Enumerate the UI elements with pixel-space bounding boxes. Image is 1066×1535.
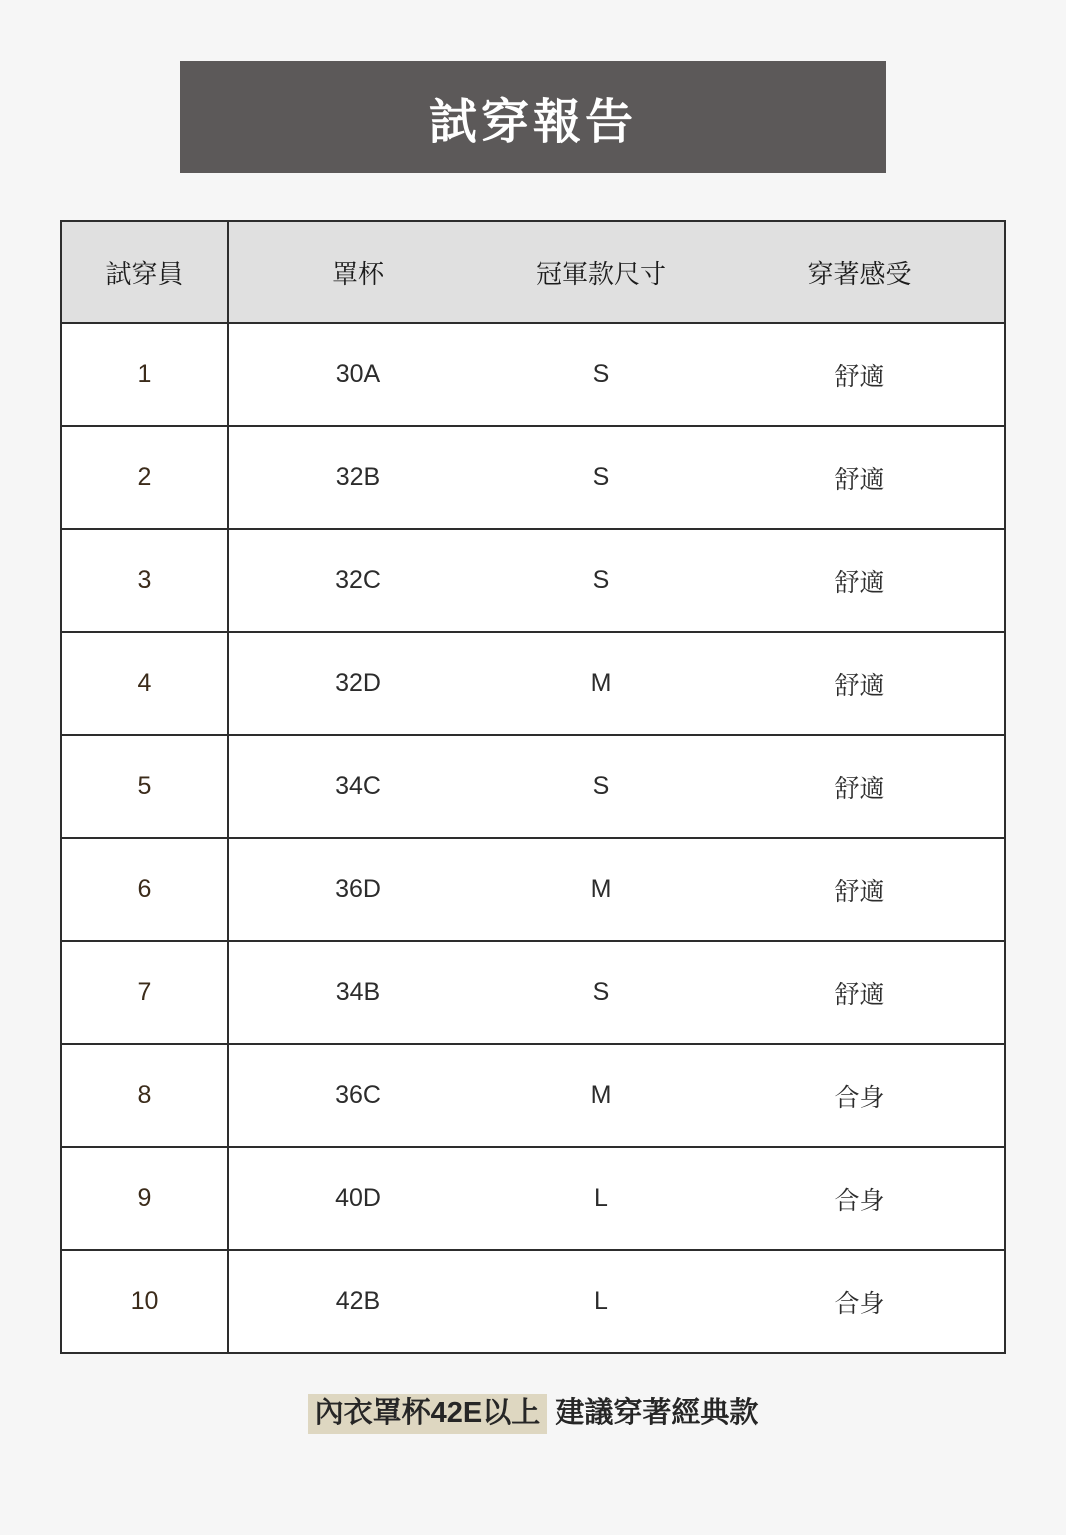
cup-size-cell: 34B: [228, 941, 487, 1044]
champion-size-cell: M: [487, 838, 715, 941]
feel-cell: 合身: [715, 1250, 1005, 1353]
feel-cell: 舒適: [715, 632, 1005, 735]
cup-size-cell: 36C: [228, 1044, 487, 1147]
table-row: [61, 941, 1005, 1044]
header-champion-size: 冠軍款尺寸: [487, 221, 715, 323]
tester-number-cell: 7: [61, 941, 228, 1044]
tryon-report-page: [0, 61, 1066, 1431]
tester-number-cell: 5: [61, 735, 228, 838]
champion-size-cell: S: [487, 426, 715, 529]
cup-size-cell: 34C: [228, 735, 487, 838]
cup-size-cell: 30A: [228, 323, 487, 426]
page-title: 試穿報告: [428, 95, 637, 149]
feel-cell: 舒適: [715, 735, 1005, 838]
tester-number-cell: 6: [61, 838, 228, 941]
tester-number-cell: 9: [61, 1147, 228, 1250]
table-row: [61, 426, 1005, 529]
table-row: [61, 1044, 1005, 1147]
tester-number-cell: 4: [61, 632, 228, 735]
champion-size-cell: M: [487, 632, 715, 735]
cup-size-cell: 32C: [228, 529, 487, 632]
table-row: [61, 529, 1005, 632]
feel-cell: 舒適: [715, 323, 1005, 426]
champion-size-cell: M: [487, 1044, 715, 1147]
feel-cell: 舒適: [715, 426, 1005, 529]
cup-size-cell: 42B: [228, 1250, 487, 1353]
feel-cell: 舒適: [715, 529, 1005, 632]
footer-note-highlight: 內衣罩杯42E以上: [308, 1394, 548, 1434]
tester-number-cell: 1: [61, 323, 228, 426]
table-row: [61, 1147, 1005, 1250]
footer-note: [0, 1396, 1066, 1431]
tester-number-cell: 2: [61, 426, 228, 529]
tester-number-cell: 10: [61, 1250, 228, 1353]
feel-cell: 合身: [715, 1044, 1005, 1147]
tester-number-cell: 3: [61, 529, 228, 632]
champion-size-cell: S: [487, 735, 715, 838]
cup-size-cell: 32D: [228, 632, 487, 735]
cup-size-cell: 40D: [228, 1147, 487, 1250]
tester-number-cell: 8: [61, 1044, 228, 1147]
header-feel: 穿著感受: [715, 221, 1005, 323]
cup-size-cell: 32B: [228, 426, 487, 529]
footer-note-rest: 建議穿著經典款: [555, 1397, 759, 1429]
champion-size-cell: S: [487, 529, 715, 632]
champion-size-cell: S: [487, 941, 715, 1044]
feel-cell: 合身: [715, 1147, 1005, 1250]
table-row: [61, 1250, 1005, 1353]
table-header-row: [61, 221, 1005, 323]
cup-size-cell: 36D: [228, 838, 487, 941]
title-banner: [180, 61, 886, 173]
tryon-report-table: [60, 220, 1006, 1354]
champion-size-cell: L: [487, 1147, 715, 1250]
table-row: [61, 323, 1005, 426]
feel-cell: 舒適: [715, 941, 1005, 1044]
table-row: [61, 632, 1005, 735]
header-tester: 試穿員: [61, 221, 228, 323]
champion-size-cell: S: [487, 323, 715, 426]
champion-size-cell: L: [487, 1250, 715, 1353]
table-row: [61, 838, 1005, 941]
header-cup: 罩杯: [228, 221, 487, 323]
feel-cell: 舒適: [715, 838, 1005, 941]
table-row: [61, 735, 1005, 838]
